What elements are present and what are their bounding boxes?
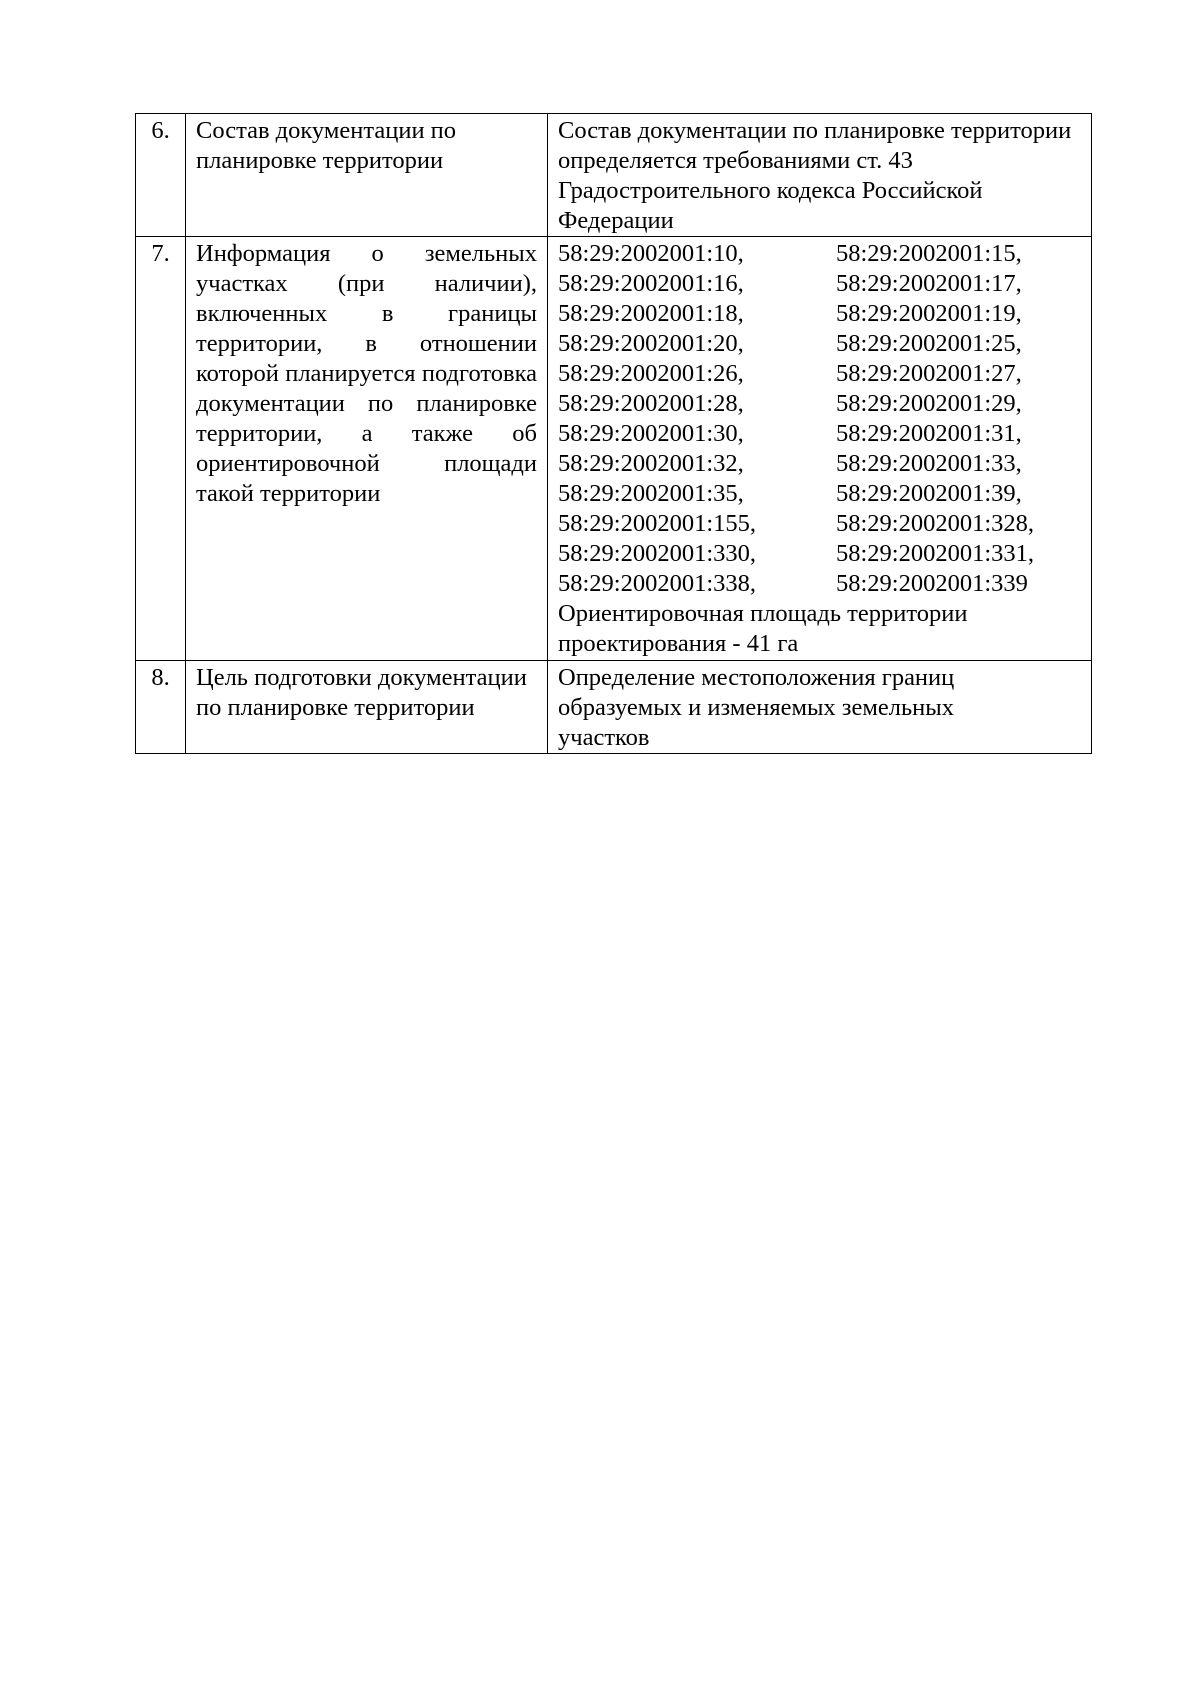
row-value-cell — [548, 661, 1092, 754]
cadastral-number: 58:29:2002001:17, — [836, 270, 1022, 297]
cadastral-number: 58:29:2002001:20, — [558, 330, 744, 357]
cadastral-number: 58:29:2002001:25, — [836, 330, 1022, 357]
cadastral-number: 58:29:2002001:32, — [558, 450, 744, 477]
row-number: 6. — [136, 114, 186, 237]
row-label-cell — [186, 661, 548, 754]
row-label-cell — [186, 237, 548, 661]
row-value-cell — [548, 114, 1092, 237]
cadastral-number: 58:29:2002001:328, — [836, 510, 1035, 537]
cadastral-number: 58:29:2002001:10, — [558, 240, 744, 267]
row-value-cell — [548, 237, 1092, 661]
cadastral-number-list — [548, 237, 1091, 599]
cadastral-number: 58:29:2002001:26, — [558, 360, 744, 387]
row-value: Определение местоположения границ образуемых и изменяемых земельных участков — [558, 664, 955, 751]
cadastral-number: 58:29:2002001:33, — [836, 450, 1022, 477]
approximate-area: Ориентировочная площадь территории проектирования - 41 га — [558, 600, 968, 657]
table-row — [136, 237, 1092, 661]
cadastral-number: 58:29:2002001:331, — [836, 540, 1035, 567]
cadastral-number: 58:29:2002001:18, — [558, 300, 744, 327]
table-row — [136, 114, 1092, 237]
cadastral-number: 58:29:2002001:39, — [836, 480, 1022, 507]
row-label: Информация о земельных участках (при наличии), включенных в границы территории, в отношении которой планируется подготовка документации по планировке территории, а также об ориентировочной площади такой территории — [196, 240, 537, 507]
cadastral-number: 58:29:2002001:28, — [558, 390, 744, 417]
row-label: Состав документации по планировке территории — [196, 117, 457, 174]
cadastral-number: 58:29:2002001:16, — [558, 270, 744, 297]
cadastral-number: 58:29:2002001:15, — [836, 240, 1022, 267]
row-value: Состав документации по планировке территории определяется требованиями ст. 43 Градостроительного кодекса Российской Федерации — [558, 117, 1072, 234]
row-label-cell — [186, 114, 548, 237]
cadastral-number: 58:29:2002001:330, — [558, 540, 757, 567]
row-label: Цель подготовки документации по планировке территории — [196, 664, 527, 721]
table-row — [136, 661, 1092, 754]
cadastral-number: 58:29:2002001:19, — [836, 300, 1022, 327]
cadastral-number: 58:29:2002001:30, — [558, 420, 744, 447]
row-number: 7. — [136, 237, 186, 661]
cadastral-number: 58:29:2002001:35, — [558, 480, 744, 507]
cadastral-number: 58:29:2002001:338, — [558, 570, 757, 597]
cadastral-number: 58:29:2002001:31, — [836, 420, 1022, 447]
cadastral-number: 58:29:2002001:29, — [836, 390, 1022, 417]
cadastral-number: 58:29:2002001:27, — [836, 360, 1022, 387]
row-number: 8. — [136, 661, 186, 754]
planning-table — [135, 113, 1092, 754]
cadastral-number: 58:29:2002001:155, — [558, 510, 757, 537]
cadastral-number: 58:29:2002001:339 — [836, 570, 1028, 597]
